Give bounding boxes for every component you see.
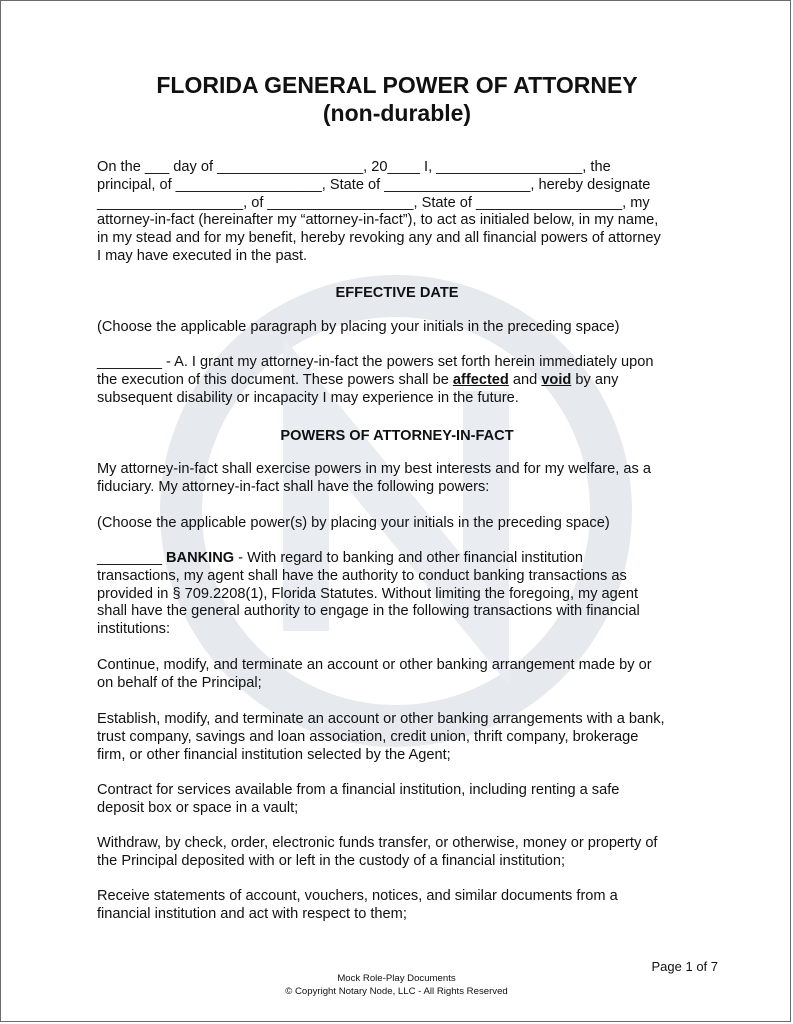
banking-item-line: firm, or other financial institution selected by the Agent; — [97, 746, 451, 763]
choose-powers-instruction — [97, 515, 707, 533]
banking-item-line: Contract for services available from a financial institution, including renting a safe — [97, 782, 620, 798]
banking-item — [97, 835, 707, 871]
footer-line-2: © Copyright Notary Node, LLC - All Rights Reserved — [285, 985, 508, 997]
banking-line — [97, 550, 707, 568]
intro-line: attorney-in-fact (hereinafter my “attorney-in-fact”), to act as initialed below, in my name, — [97, 212, 659, 229]
option-a-paragraph — [97, 354, 707, 407]
option-a-text: by any — [571, 371, 619, 388]
banking-label: BANKING — [166, 550, 235, 566]
intro-line: I may have executed in the past. — [97, 247, 308, 264]
page-number: Page 1 of 7 — [651, 959, 718, 974]
heading-powers: POWERS OF ATTORNEY-IN-FACT — [280, 428, 514, 444]
title-line-2: (non-durable) — [322, 100, 472, 126]
affected-term: affected — [452, 371, 509, 388]
banking-item-line: trust company, savings and loan association, credit union, thrift company, brokerage — [97, 728, 639, 745]
banking-item-line: the Principal deposited with or left in the custody of a financial institution; — [97, 852, 566, 869]
footer-line-1: Mock Role-Play Documents — [337, 973, 456, 984]
option-a-line: ________ - A. I grant my attorney-in-fact the powers set forth herein immediately upon — [97, 354, 654, 370]
banking-item-line: financial institution and act with respect to them; — [97, 905, 407, 922]
powers-intro-line: My attorney-in-fact shall exercise powers in my best interests and for my welfare, as a — [97, 461, 651, 477]
option-a-line — [97, 372, 707, 390]
title-line-1: FLORIDA GENERAL POWER OF ATTORNEY — [156, 72, 638, 98]
banking-item — [97, 888, 707, 924]
powers-intro-paragraph — [97, 461, 707, 497]
banking-line: provided in § 709.2208(1), Florida Statutes. Without limiting the foregoing, my agent — [97, 585, 639, 602]
banking-item-line: Withdraw, by check, order, electronic funds transfer, or otherwise, money or property of — [97, 835, 658, 851]
banking-item-line: Continue, modify, and terminate an account or other banking arrangement made by or — [97, 657, 652, 673]
intro-line: in my stead and for my benefit, hereby revoking any and all financial powers of attorney — [97, 230, 661, 247]
banking-line: institutions: — [97, 621, 171, 638]
intro-line: principal, of __________________, State of __________________, hereby designate — [97, 176, 651, 193]
heading-effective-date: EFFECTIVE DATE — [335, 285, 459, 301]
banking-text: - With regard to banking and other financial institution — [234, 550, 583, 566]
banking-line: shall have the general authority to engage in the following transactions with financial — [97, 603, 640, 620]
banking-item-line: Receive statements of account, vouchers, notices, and similar documents from a — [97, 888, 618, 904]
instruction-text: (Choose the applicable paragraph by placing your initials in the preceding space) — [97, 319, 620, 335]
document-title — [97, 71, 697, 127]
banking-item-line: Establish, modify, and terminate an account or other banking arrangements with a bank, — [97, 711, 665, 727]
powers-intro-line: fiduciary. My attorney-in-fact shall have the following powers: — [97, 478, 490, 495]
banking-line: transactions, my agent shall have the authority to conduct banking transactions as — [97, 567, 627, 584]
banking-item-line: deposit box or space in a vault; — [97, 799, 299, 816]
intro-line: On the ___ day of __________________, 20____ I, __________________, the — [97, 159, 611, 175]
banking-item — [97, 657, 707, 693]
banking-item — [97, 711, 707, 764]
option-a-text: the execution of this document. These powers shall be — [97, 371, 453, 388]
void-term: void — [541, 371, 572, 388]
choose-paragraph-instruction — [97, 319, 707, 337]
initials-blank: ________ — [97, 550, 166, 566]
option-a-text: and — [508, 371, 542, 388]
banking-item-line: on behalf of the Principal; — [97, 674, 262, 691]
instruction-text: (Choose the applicable power(s) by placing your initials in the preceding space) — [97, 515, 610, 531]
option-a-line: subsequent disability or incapacity I may experience in the future. — [97, 389, 519, 406]
intro-paragraph — [97, 159, 707, 266]
footer — [1, 973, 791, 998]
intro-line: __________________, of __________________, State of __________________, my — [97, 194, 650, 211]
banking-paragraph — [97, 550, 707, 639]
banking-item — [97, 782, 707, 818]
